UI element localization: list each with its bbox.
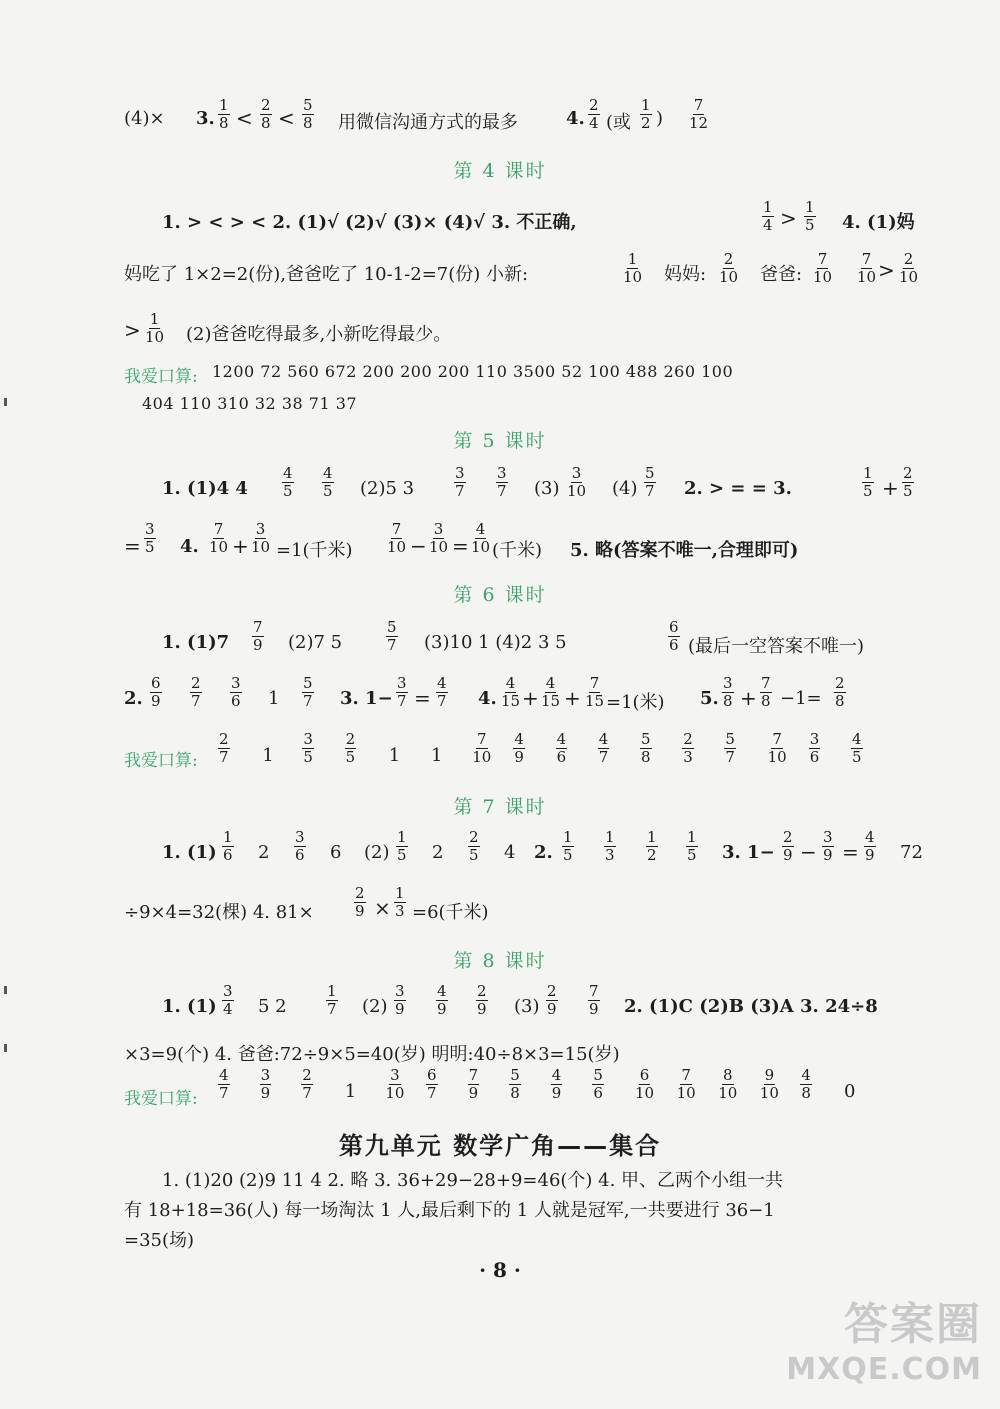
oral-calc-fraction: $\frac{4}{9}$ [514,730,524,766]
minus-sign: − [410,534,427,558]
fraction: $\frac{1}{5}$ [863,464,873,500]
oral-calc-answers: 1200 72 560 672 200 200 200 110 3500 52 100 488 260 100 [212,362,734,381]
fraction: $\frac{2}{5}$ [903,464,913,500]
scan-mark [4,1044,7,1052]
page-number: · 8 · [479,1258,521,1282]
fraction: $\frac{3}{9}$ [823,828,833,864]
fraction: $\frac{1}{5}$ [397,828,407,864]
fraction: $\frac{1}{3}$ [605,828,615,864]
watermark-logo-text: 答案圈 [844,1299,982,1350]
fraction: $\frac{1}{2}$ [647,828,657,864]
scan-mark [4,986,7,994]
fraction: $\frac{2}{8}$ [835,674,845,710]
answer-text: 妈吃了 1×2=2(份),爸爸吃了 10-1-2=7(份) 小新: [124,264,529,285]
fraction: $\frac{2}{10}$ [899,250,919,286]
oral-calc-fraction: $\frac{7}{10}$ [676,1066,696,1102]
less-than-sign: < [278,106,295,130]
fraction: $\frac{7}{9}$ [589,982,599,1018]
answer-text: 1. (1) [162,996,217,1017]
fraction: $\frac{4}{7}$ [437,674,447,710]
answer-text: 1. (1)4 4 [162,478,248,499]
answer-text: (4) [612,478,638,499]
oral-calc-fraction: $\frac{3}{6}$ [809,730,820,766]
oral-calc-fraction: $\frac{4}{6}$ [556,730,567,766]
oral-calc-integer: 1 [262,745,274,766]
oral-calc-fraction: $\frac{4}{8}$ [801,1066,811,1102]
plus-sign: + [740,686,757,710]
question-number: 4. [478,688,497,709]
fraction: $\frac{3}{10}$ [567,464,587,500]
fraction: $\frac{3}{5}$ [145,520,155,556]
fraction: $\frac{5}{7}$ [645,464,655,500]
times-sign: × [374,896,391,920]
fraction: $\frac{4}{15}$ [541,674,561,710]
question-number: 4. [180,536,199,557]
answer-text: (2) [362,996,388,1017]
fraction: $\frac{1}{2}$ [641,96,651,132]
fraction: $\frac{2}{7}$ [191,674,201,710]
oral-calc-fraction: $\frac{2}{5}$ [345,730,356,766]
answer-text: (2)爸爸吃得最多,小新吃得最少。 [186,324,452,345]
fraction: $\frac{1}{10}$ [623,250,643,286]
greater-than-sign: > [124,318,141,342]
answer-text: 2 [258,842,270,863]
answer-text: 2. > = = 3. [684,478,792,499]
oral-calc-fraction: $\frac{2}{7}$ [302,1066,312,1102]
fraction: $\frac{1}{8}$ [219,96,229,132]
fraction: $\frac{1}{3}$ [395,884,405,920]
answer-text: 1. (1)20 (2)9 11 4 2. 略 3. 36+29−28+9=46(个) 4. 甲、乙两个小组一共 [162,1170,784,1191]
answer-text: (千米) [492,540,543,561]
fraction: $\frac{3}{9}$ [395,982,405,1018]
oral-calc-fraction: $\frac{6}{7}$ [427,1066,437,1102]
fraction: $\frac{1}{7}$ [327,982,337,1018]
oral-calc-label: 我爱口算: [124,367,198,387]
fraction: $\frac{6}{6}$ [669,618,679,654]
oral-calc-integer: 1 [388,745,401,766]
watermark-url: MXQE.COM [786,1352,982,1387]
oral-calc-fraction: $\frac{3}{10}$ [385,1066,405,1102]
lesson-8-title: 第 8 课时 [453,950,547,972]
question-number: 4. [566,108,585,129]
unit-9-title: 第九单元 数学广角——集合 [338,1132,662,1160]
equals-sign: = [842,840,859,864]
fraction: $\frac{3}{4}$ [223,982,233,1018]
oral-calc-fraction: $\frac{4}{9}$ [551,1066,562,1102]
answer-text: (最后一空答案不唯一) [688,636,865,657]
lesson-5-title: 第 5 课时 [453,430,547,452]
answer-text: 2. (1)C (2)B (3)A 3. 24÷8 [624,996,878,1017]
oral-calc-fraction: $\frac{4}{7}$ [598,730,609,766]
oral-calc-fraction: $\frac{3}{5}$ [303,730,313,766]
answer-text: =6(千米) [412,902,489,923]
greater-than-sign: > [780,206,797,230]
question-number: 3. [196,108,215,129]
plus-sign: + [882,476,899,500]
oral-calc-fraction: $\frac{7}{10}$ [767,730,787,766]
watermark [786,1288,982,1387]
question-number: 2. [124,688,143,709]
fraction: $\frac{2}{10}$ [719,250,739,286]
fraction: $\frac{3}{7}$ [455,464,465,500]
answer-text: (4)× [124,108,165,129]
fraction: $\frac{7}{15}$ [585,674,605,710]
fraction: $\frac{5}{7}$ [303,674,313,710]
answer-text: (3) [514,996,540,1017]
answer-text: ) [656,108,664,129]
fraction: $\frac{4}{5}$ [283,464,293,500]
answer-text: (3) [534,478,560,499]
fraction: $\frac{3}{6}$ [231,674,241,710]
fraction: $\frac{1}{5}$ [563,828,573,864]
fraction: $\frac{4}{5}$ [323,464,333,500]
oral-calc-fraction: $\frac{4}{7}$ [219,1066,229,1102]
answer-text: =1(米) [606,692,665,713]
fraction: $\frac{7}{9}$ [253,618,263,654]
fraction: $\frac{2}{9}$ [547,982,557,1018]
answer-text: 4 [504,842,516,863]
plus-sign: + [522,686,539,710]
answer-text: 1. > < > < 2. (1)√ (2)√ (3)× (4)√ 3. 不正确, [162,212,577,233]
fraction: $\frac{2}{4}$ [589,96,599,132]
answer-text: ÷9×4=32(棵) 4. 81× [124,902,314,923]
fraction: $\frac{4}{9}$ [437,982,447,1018]
fraction: $\frac{5}{7}$ [387,618,397,654]
fraction: $\frac{1}{4}$ [763,198,773,234]
oral-calc-label: 我爱口算: [124,1089,198,1109]
fraction: $\frac{2}{9}$ [477,982,487,1018]
plus-sign: + [564,686,581,710]
answer-text: 有 18+18=36(人) 每一场淘汰 1 人,最后剩下的 1 人就是冠军,一共要进行 36−1 [124,1200,775,1221]
fraction: $\frac{3}{7}$ [397,674,407,710]
answer-text: 4. (1)妈 [842,212,915,233]
fraction: $\frac{2}{9}$ [355,884,365,920]
answer-text: 72 [900,842,923,863]
fraction: $\frac{7}{10}$ [813,250,833,286]
fraction: $\frac{1}{6}$ [223,828,233,864]
fraction: $\frac{2}{5}$ [469,828,479,864]
fraction: $\frac{7}{10}$ [857,250,877,286]
answer-text: 1 [268,688,280,709]
answer-text: ×3=9(个) 4. 爸爸:72÷9×5=40(岁) 明明:40÷8×3=15(岁) [124,1044,620,1065]
minus-sign: − [800,840,817,864]
oral-calc-fraction: $\frac{6}{10}$ [635,1066,655,1102]
answer-text: (3)10 1 (4)2 3 5 [424,632,567,653]
answer-text: 3. 1− [340,688,393,709]
oral-calc-fraction: $\frac{5}{8}$ [641,730,651,766]
fraction: $\frac{4}{10}$ [471,520,491,556]
answer-text: 5 2 [258,996,287,1017]
fraction: $\frac{3}{10}$ [429,520,449,556]
answer-text: 5. 略(答案不唯一,合理即可) [570,540,799,561]
answer-text: (2)7 5 [288,632,343,653]
oral-calc-fraction: $\frac{2}{7}$ [219,730,229,766]
answer-text: 3. 1− [722,842,775,863]
oral-calc-fraction: $\frac{5}{8}$ [510,1066,520,1102]
oral-calc-fraction: $\frac{2}{3}$ [683,730,693,766]
answer-text: 1. (1) [162,842,217,863]
oral-calc-answers: 404 110 310 32 38 71 37 [142,394,358,413]
fraction: $\frac{6}{9}$ [151,674,161,710]
equals-sign: = [414,686,431,710]
oral-calc-fraction: $\frac{7}{9}$ [468,1066,479,1102]
fraction: $\frac{3}{10}$ [251,520,271,556]
answer-text: (2) [364,842,390,863]
oral-calc-fraction: $\frac{3}{9}$ [260,1066,271,1102]
fraction: $\frac{3}{8}$ [723,674,733,710]
equals-sign: = [452,534,469,558]
oral-calc-fraction: $\frac{9}{10}$ [759,1066,779,1102]
oral-calc-fraction: $\frac{7}{10}$ [472,730,492,766]
fraction: $\frac{1}{10}$ [145,310,165,346]
answer-text: =35(场) [124,1230,195,1251]
fraction: $\frac{5}{8}$ [303,96,313,132]
oral-calc-integer: 0 [844,1081,856,1102]
fraction: $\frac{4}{9}$ [865,828,875,864]
oral-calc-fraction: $\frac{5}{6}$ [593,1066,603,1102]
answer-text: 用微信沟通方式的最多 [338,112,518,133]
fraction: $\frac{7}{12}$ [689,96,709,132]
answer-text: (或 [606,112,632,133]
answer-text: −1= [780,688,822,709]
oral-calc-fraction: $\frac{4}{5}$ [852,730,862,766]
less-than-sign: < [236,106,253,130]
fraction: $\frac{2}{8}$ [261,96,271,132]
question-number: 5. [700,688,719,709]
fraction: $\frac{3}{7}$ [497,464,507,500]
scan-mark [4,398,7,406]
fraction: $\frac{7}{8}$ [761,674,771,710]
answer-text: 6 [330,842,342,863]
fraction: $\frac{7}{10}$ [209,520,229,556]
fraction: $\frac{4}{15}$ [501,674,521,710]
oral-calc-integer: 1 [344,1081,357,1102]
fraction: $\frac{1}{5}$ [687,828,697,864]
fraction: $\frac{7}{10}$ [387,520,407,556]
greater-than-sign: > [878,258,895,282]
fraction: $\frac{3}{6}$ [295,828,305,864]
fraction: $\frac{1}{5}$ [805,198,815,234]
plus-sign: + [232,534,249,558]
answer-text: 爸爸: [760,264,803,285]
question-number: 2. [534,842,553,863]
fraction: $\frac{2}{9}$ [783,828,793,864]
oral-calc-fraction: $\frac{5}{7}$ [725,730,735,766]
answer-text: =1(千米) [276,540,353,561]
answer-text: 妈妈: [664,264,707,285]
equals-sign: = [124,534,141,558]
lesson-6-title: 第 6 课时 [453,584,547,606]
lesson-4-title: 第 4 课时 [453,160,547,182]
oral-calc-fraction: $\frac{8}{10}$ [718,1066,738,1102]
answer-text: (2)5 3 [360,478,415,499]
answer-text: 1. (1)7 [162,632,230,653]
lesson-7-title: 第 7 课时 [453,796,547,818]
answer-text: 2 [432,842,444,863]
oral-calc-integer: 1 [431,745,443,766]
oral-calc-label: 我爱口算: [124,751,198,771]
